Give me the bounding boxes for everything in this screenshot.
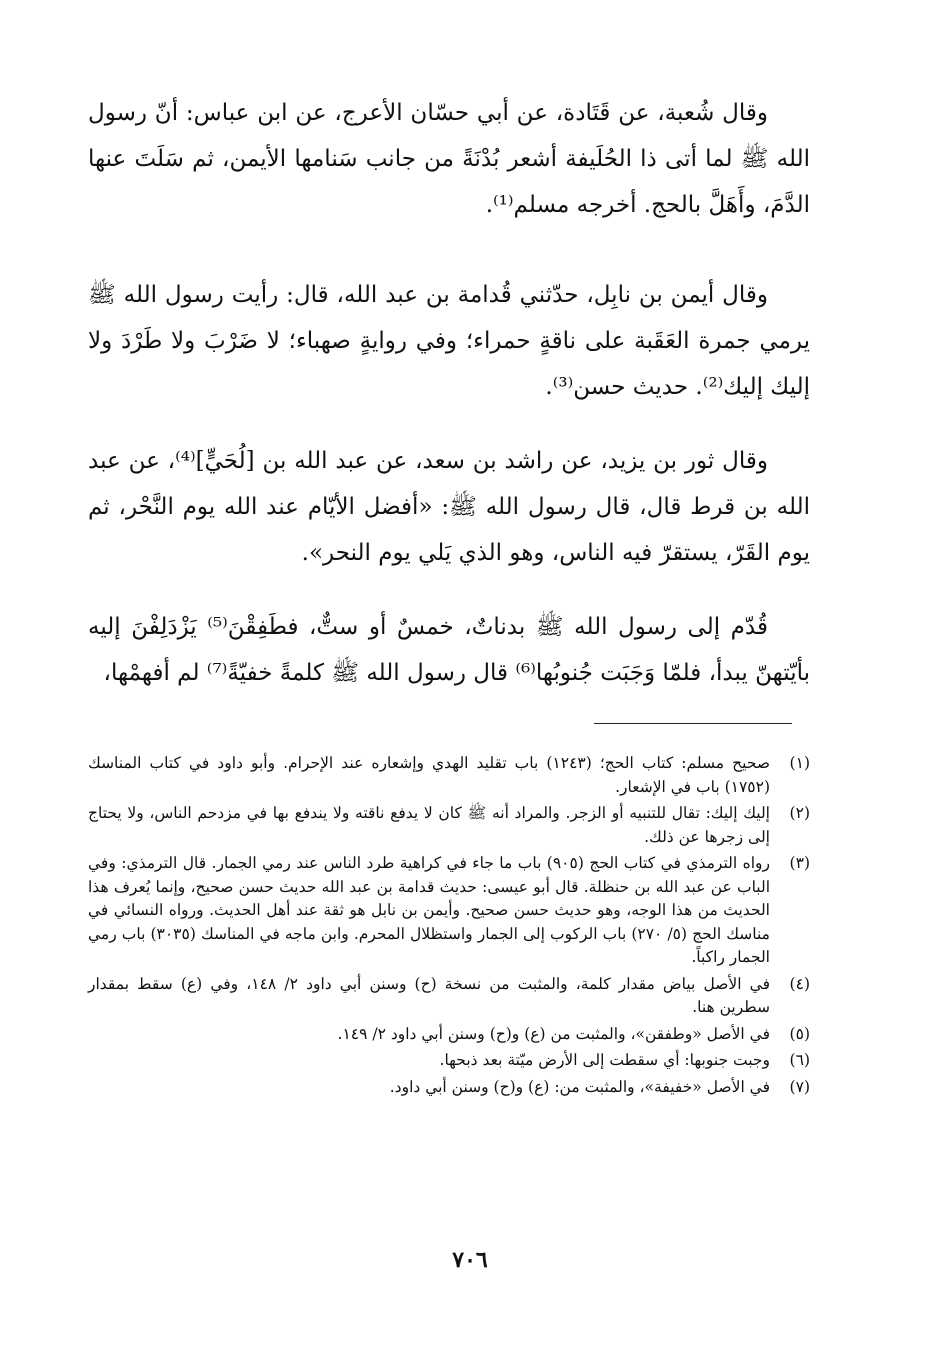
footnote-number: (٣) xyxy=(789,854,810,872)
footnote-3 xyxy=(88,852,810,970)
footnote-text: في الأصل بياض مقدار كلمة، والمثبت من نسخة (ح) وسنن أبي داود ٢/ ١٤٨، وفي (ع) سقط بمقدار سطرين هنا. xyxy=(88,974,771,1016)
footnote-text: في الأصل «وطفقن»، والمثبت من (ع) و(ح) وسنن أبي داود ٢/ ١٤٩. xyxy=(337,1024,770,1043)
footnote-number: (٧) xyxy=(789,1077,810,1096)
footnote-text: وجبت جنوبها: أي سقطت إلى الأرض ميّتة بعد ذبحها. xyxy=(439,1051,770,1069)
footnote-1 xyxy=(88,752,810,799)
footnote-7 xyxy=(88,1076,810,1100)
footnotes-section xyxy=(88,752,810,1102)
footnote-number: (١) xyxy=(789,754,810,772)
footnote-2 xyxy=(88,802,810,849)
footnote-text: في الأصل «خفيفة»، والمثبت من: (ع) و(ح) وسنن أبي داود. xyxy=(389,1077,770,1096)
body-paragraph-2: وقال أيمن بن نابِل، حدّثني قُدامة بن عبد الله، قال: رأيت رسول الله ﷺ يرمي جمرة العَقَبة على ناقةٍ حمراء؛ وفي روايةٍ صهباء؛ لا ضَرْبَ ولا طَرْدَ ولا إليك إليك⁽²⁾. حديث حسن⁽³⁾. xyxy=(88,282,810,400)
footnote-4 xyxy=(88,973,810,1020)
footnote-number: (٤) xyxy=(789,974,810,993)
footnote-6 xyxy=(88,1049,810,1073)
footnote-5 xyxy=(88,1023,810,1047)
body-paragraph-4: قُدّم إلى رسول الله ﷺ بدناتٌ، خمسٌ أو ستٌّ، فطَفِقْنَ⁽⁵⁾ يَزْدَلِفْنَ إليه بأيّتهنّ يبدأ، فلمّا وَجَبَت جُنوبُها⁽⁶⁾ قال رسول الله ﷺ كلمةً خفيّةً⁽⁷⁾ لم أفهمْها، xyxy=(88,614,810,686)
footnote-number: (٥) xyxy=(789,1024,810,1043)
body-paragraph-3: وقال ثور بن يزيد، عن راشد بن سعد، عن عبد الله بن [لُحَيٍّ]⁽⁴⁾، عن عبد الله بن قرط قال، قال رسول الله ﷺ: «أفضل الأيّام عند الله يوم النَّحْر، ثم يوم القَرّ، يستقرّ فيه الناس، وهو الذي يَلي يوم النحر». xyxy=(88,448,810,566)
page-number: ٧٠٦ xyxy=(452,1247,488,1273)
footnote-text: صحيح مسلم: كتاب الحج؛ (١٢٤٣) باب تقليد الهدي وإشعاره عند الإحرام. وأبو داود في كتاب المناسك (١٧٥٢) باب في الإشعار. xyxy=(88,754,770,796)
footnote-number: (٦) xyxy=(789,1051,810,1069)
footnote-number: (٢) xyxy=(789,804,810,822)
footnote-separator xyxy=(594,723,792,724)
footnote-text: إليك إليك: تقال للتنبيه أو الزجر. والمراد أنه ﷺ كان لا يدفع ناقته ولا يندفع بها في مزدحم الناس، ولا يحتاج إلى زجرها عن ذلك. xyxy=(88,804,770,846)
body-paragraph-1: وقال شُعبة، عن قَتَادة، عن أبي حسّان الأعرج، عن ابن عباس: أنّ رسول الله ﷺ لما أتى ذا الحُلَيفة أشعر بُدْنَةً من جانب سَنامها الأيمن، ثم سَلَتَ عنها الدَّمَ، وأَهَلَّ بالحج. أخرجه مسلم⁽¹⁾. xyxy=(88,100,810,218)
footnote-text: رواه الترمذي في كتاب الحج (٩٠٥) باب ما جاء في كراهية طرد الناس عند رمي الجمار. قال الترمذي: وفي الباب عن عبد الله بن حنظلة. قال أبو عيسى: حديث قدامة بن عبد الله حديث حسن صحيح، وإنما يُعرف هذا الحديث من هذا الوجه، وهو حديث حسن صحيح. وأيمن بن نابل هو ثقة عند أهل الحديث. ورواه النسائي في مناسك الحج (٥/ ٢٧٠) باب الركوب إلى الجمار واستظلال المحرم. وابن ماجه في المناسك (٣٠٣٥) باب رمي الجمار راكباً. xyxy=(88,854,770,966)
